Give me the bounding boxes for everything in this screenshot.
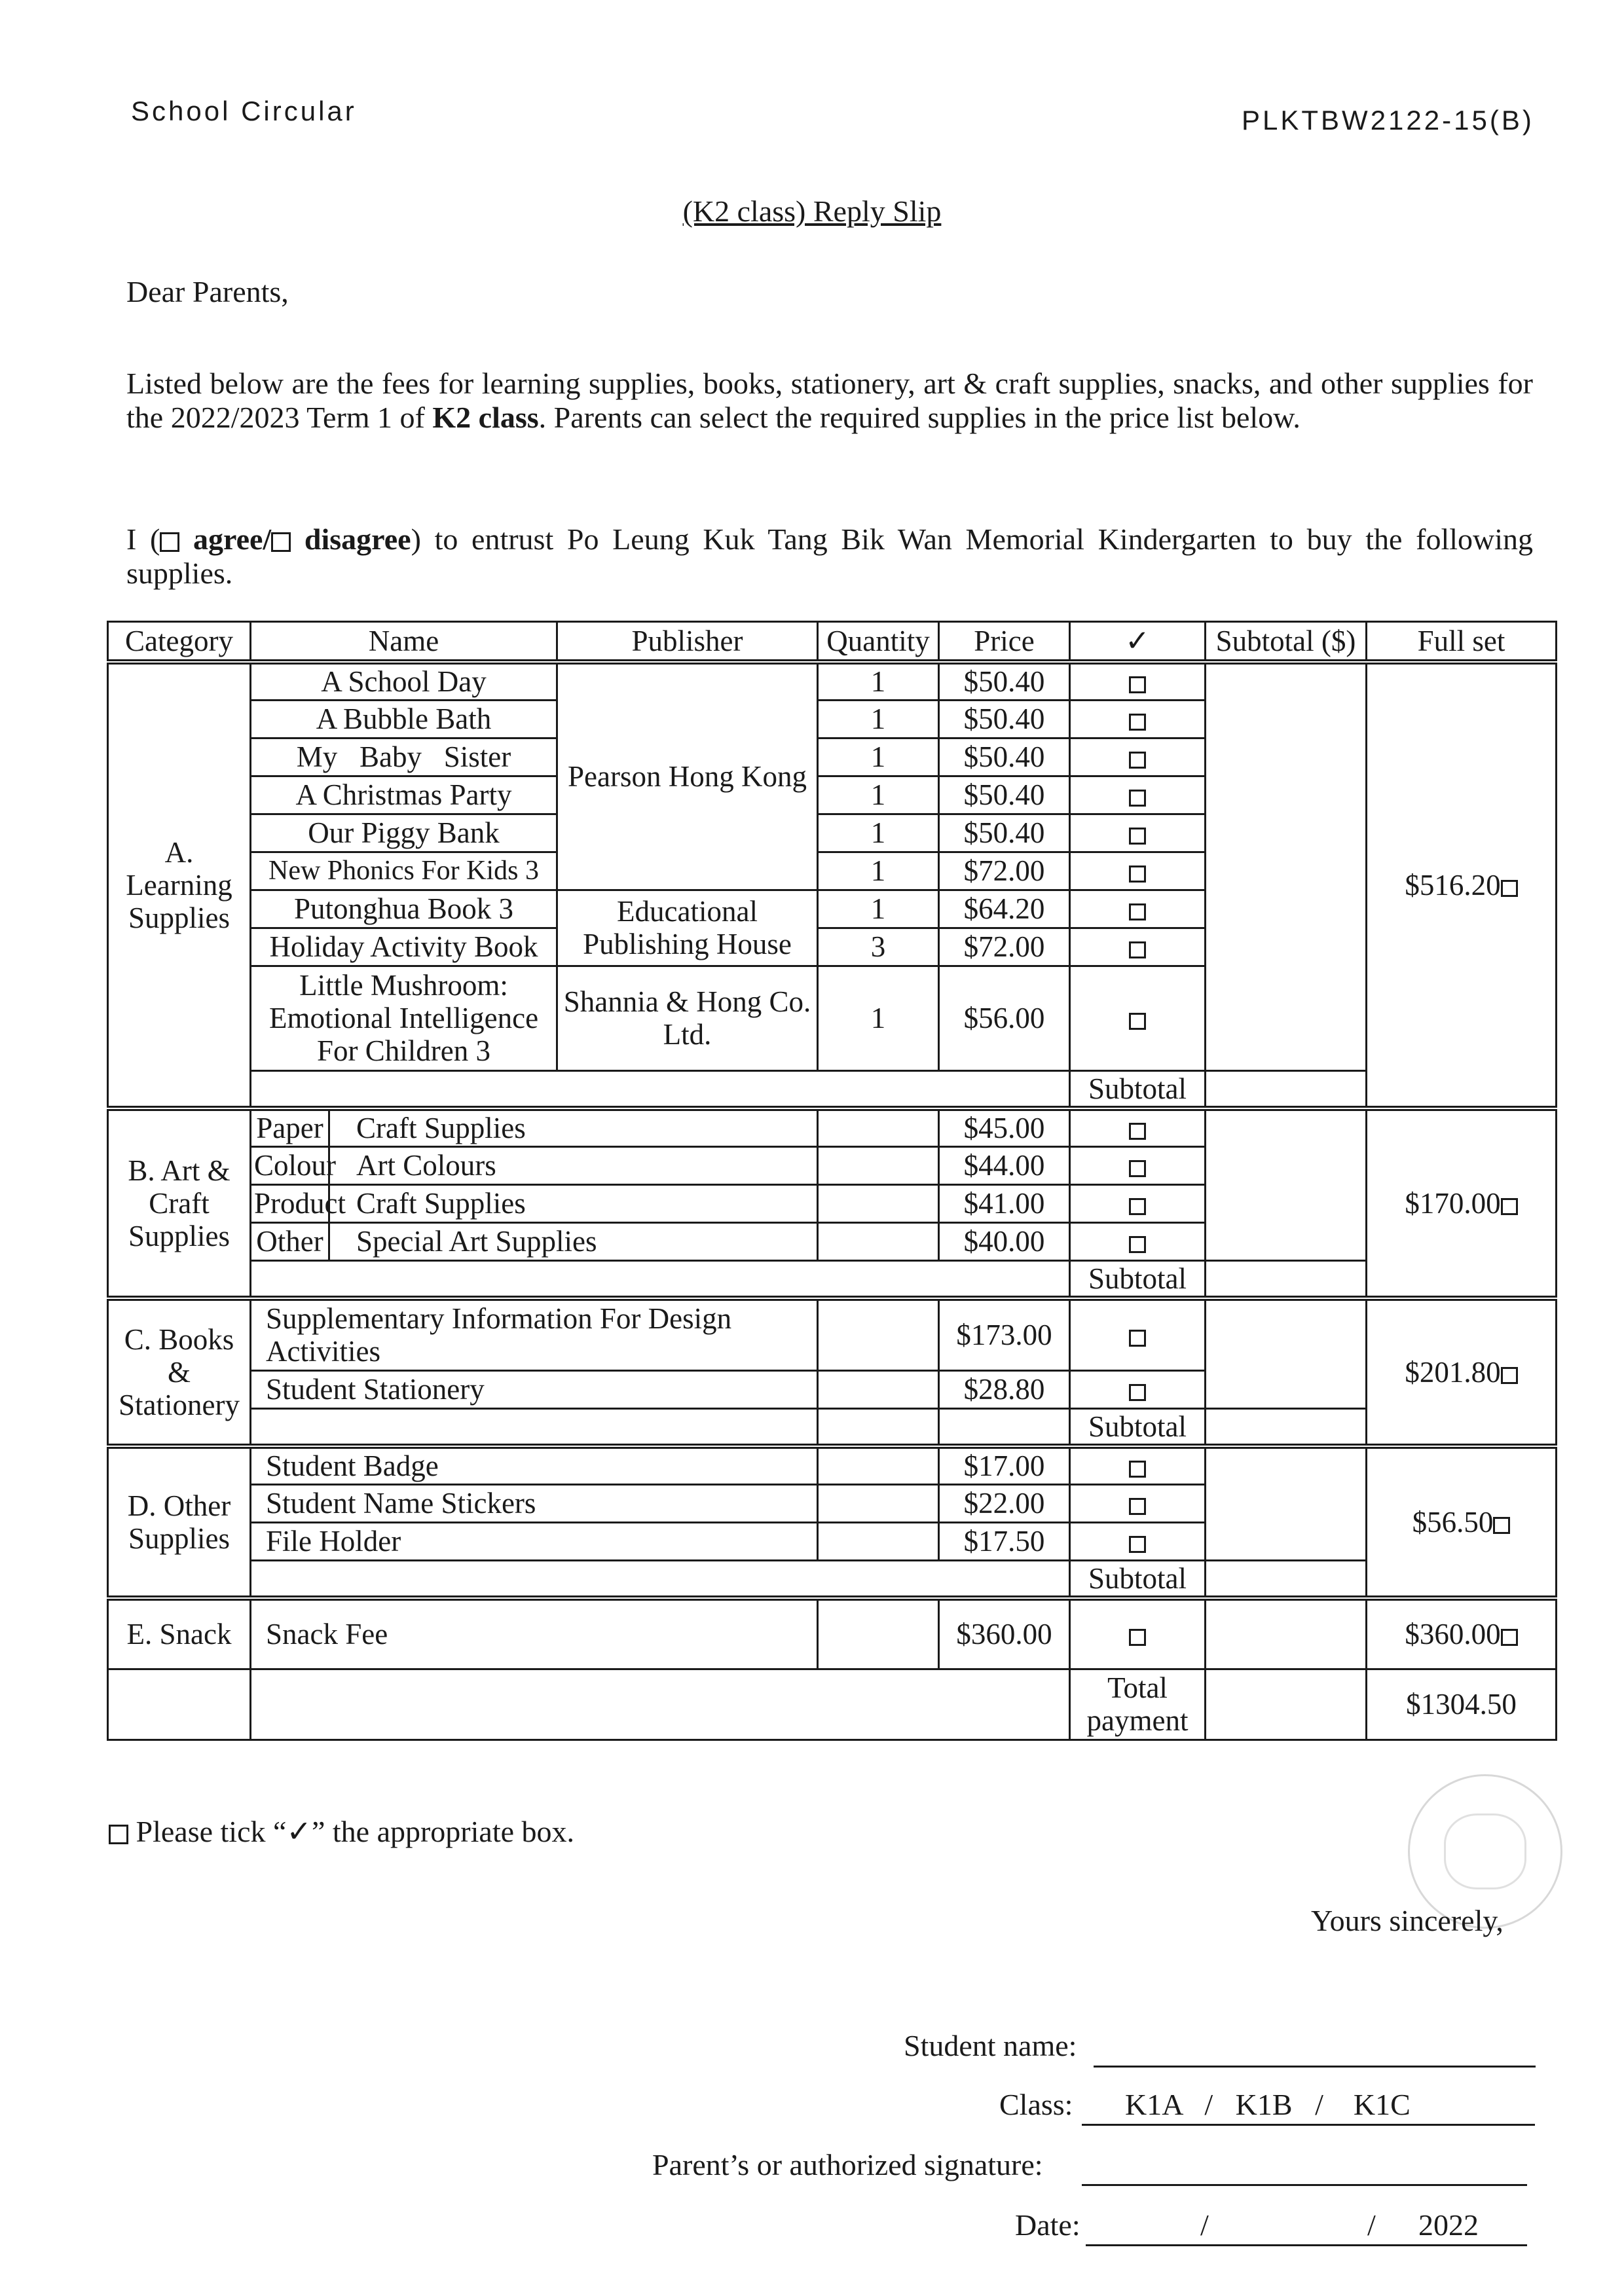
agree-label: agree/: [193, 522, 272, 556]
parent-signature-field[interactable]: [1082, 2184, 1527, 2186]
publisher-pearson: Pearson Hong Kong: [557, 662, 818, 890]
item-tick[interactable]: [1070, 662, 1206, 700]
disagree-checkbox[interactable]: [271, 532, 291, 552]
item-price: $17.50: [939, 1522, 1070, 1560]
subtotal-label: Subtotal: [1070, 1560, 1206, 1598]
item-tick[interactable]: [1070, 1484, 1206, 1522]
subtotal-cell-d[interactable]: [1206, 1446, 1367, 1560]
item-quantity: 1: [818, 776, 939, 814]
item-checkbox[interactable]: [1129, 1160, 1146, 1177]
item-quantity: 1: [818, 662, 939, 700]
item-checkbox[interactable]: [1129, 1629, 1146, 1646]
intro-text-2: . Parents can select the required supplies in the price list below.: [538, 401, 1301, 434]
item-checkbox[interactable]: [1129, 1123, 1146, 1140]
item-price: $56.00: [939, 966, 1070, 1070]
parent-signature-label: Parent’s or authorized signature:: [652, 2148, 1043, 2181]
item-quantity: 1: [818, 966, 939, 1070]
item-tick[interactable]: [1070, 1108, 1206, 1146]
item-checkbox[interactable]: [1129, 1236, 1146, 1253]
item-name: Other: [251, 1222, 329, 1260]
full-set-c-value: $201.80: [1405, 1356, 1501, 1389]
full-set-a-value: $516.20: [1405, 869, 1501, 902]
item-price: $40.00: [939, 1222, 1070, 1260]
header-full-set: Full set: [1367, 622, 1557, 663]
total-value: $1304.50: [1367, 1669, 1557, 1740]
subtotal-value-b[interactable]: [1206, 1260, 1367, 1298]
item-name: Putonghua Book 3: [251, 890, 557, 928]
item-price: $41.00: [939, 1184, 1070, 1222]
item-price: $173.00: [939, 1298, 1070, 1370]
subtotal-label: Subtotal: [1070, 1408, 1206, 1446]
item-checkbox[interactable]: [1129, 1498, 1146, 1515]
item-name: Student Name Stickers: [251, 1484, 818, 1522]
item-checkbox[interactable]: [1129, 1384, 1146, 1401]
subtotal-row: [108, 1560, 1557, 1598]
subtotal-row: [108, 1260, 1557, 1298]
header-publisher: Publisher: [557, 622, 818, 663]
item-name-detail: Special Art Supplies: [329, 1222, 818, 1260]
full-set-c-checkbox[interactable]: [1501, 1367, 1518, 1384]
item-tick[interactable]: [1070, 738, 1206, 776]
item-name: Snack Fee: [251, 1598, 818, 1669]
intro-paragraph: [126, 367, 1533, 435]
item-tick[interactable]: [1070, 700, 1206, 738]
item-checkbox[interactable]: [1129, 1330, 1146, 1347]
subtotal-cell-c[interactable]: [1206, 1298, 1367, 1408]
item-price: $44.00: [939, 1146, 1070, 1184]
note-box-icon: [109, 1825, 128, 1844]
item-tick[interactable]: [1070, 852, 1206, 890]
header-price: Price: [939, 622, 1070, 663]
category-a: A. Learning Supplies: [108, 662, 251, 1108]
item-tick[interactable]: [1070, 1298, 1206, 1370]
item-price: $50.40: [939, 776, 1070, 814]
page-title: (K2 class) Reply Slip: [682, 194, 942, 228]
item-tick[interactable]: [1070, 1184, 1206, 1222]
tick-note: [109, 1815, 574, 1849]
item-quantity: 1: [818, 814, 939, 852]
item-checkbox[interactable]: [1129, 1013, 1146, 1030]
item-quantity: 1: [818, 890, 939, 928]
item-name-detail: Craft Supplies: [329, 1184, 818, 1222]
publisher-educational: Educational Publishing House: [557, 890, 818, 966]
item-name: A School Day: [251, 662, 557, 700]
class-label: Class:: [999, 2088, 1073, 2121]
full-set-e-value: $360.00: [1405, 1618, 1501, 1651]
full-set-e-checkbox[interactable]: [1501, 1629, 1518, 1646]
agree-checkbox[interactable]: [160, 532, 179, 552]
category-b: B. Art & Craft Supplies: [108, 1108, 251, 1298]
item-tick[interactable]: [1070, 928, 1206, 966]
item-tick[interactable]: [1070, 966, 1206, 1070]
item-name: A Bubble Bath: [251, 700, 557, 738]
student-name-field[interactable]: [1094, 2066, 1536, 2068]
subtotal-cell-e[interactable]: [1206, 1598, 1367, 1669]
full-set-a[interactable]: [1367, 662, 1557, 1108]
item-quantity: 3: [818, 928, 939, 966]
item-name: Colour: [251, 1146, 329, 1184]
item-quantity: 1: [818, 852, 939, 890]
header-quantity: Quantity: [818, 622, 939, 663]
date-field[interactable]: [1086, 2244, 1527, 2246]
publisher-shannia: Shannia & Hong Co. Ltd.: [557, 966, 818, 1070]
item-name: My Baby Sister: [251, 738, 557, 776]
header-name: Name: [251, 622, 557, 663]
item-name-detail: Art Colours: [329, 1146, 818, 1184]
total-row: [108, 1669, 1557, 1740]
class-field[interactable]: [1082, 2124, 1535, 2126]
note-text: Please tick “✓” the appropriate box.: [136, 1815, 575, 1848]
item-name: A Christmas Party: [251, 776, 557, 814]
item-tick[interactable]: [1070, 1370, 1206, 1408]
item-price: $64.20: [939, 890, 1070, 928]
item-price: $17.00: [939, 1446, 1070, 1484]
subtotal-label: Subtotal: [1070, 1070, 1206, 1108]
item-checkbox[interactable]: [1129, 676, 1146, 693]
item-price: $50.40: [939, 738, 1070, 776]
fees-table: [107, 621, 1557, 1741]
item-name: New Phonics For Kids 3: [251, 852, 557, 890]
item-checkbox[interactable]: [1129, 752, 1146, 769]
item-tick[interactable]: [1070, 1598, 1206, 1669]
header-tick: ✓: [1070, 622, 1206, 663]
item-tick[interactable]: [1070, 1522, 1206, 1560]
subtotal-value-a[interactable]: [1206, 1070, 1367, 1108]
table-row: [108, 662, 1557, 700]
circular-code: PLKTBW2122-15(B): [1242, 105, 1534, 136]
item-name: Paper: [251, 1108, 329, 1146]
subtotal-label: Subtotal: [1070, 1260, 1206, 1298]
subtotal-row: [108, 1070, 1557, 1108]
student-name-label: Student name:: [904, 2029, 1077, 2062]
item-name: Our Piggy Bank: [251, 814, 557, 852]
item-name: File Holder: [251, 1522, 818, 1560]
subtotal-value-c[interactable]: [1206, 1408, 1367, 1446]
intro-text-1: Listed below are the fees for learning supplies, books, stationery, art & craft supplies, snacks, and other supplies for the 2022/2023 Term 1 of: [126, 367, 1533, 434]
class-options[interactable]: K1A / K1B / K1C: [1125, 2088, 1411, 2121]
category-d: D. Other Supplies: [108, 1446, 251, 1598]
disagree-label: disagree: [304, 522, 411, 556]
consent-prefix: I (: [126, 522, 160, 556]
item-name: Holiday Activity Book: [251, 928, 557, 966]
table-row: [108, 1446, 1557, 1484]
item-checkbox[interactable]: [1129, 1461, 1146, 1478]
table-row: [108, 1108, 1557, 1146]
full-set-b[interactable]: [1367, 1108, 1557, 1298]
date-separator-2: /: [1367, 2208, 1376, 2242]
item-price: $50.40: [939, 700, 1070, 738]
date-label: Date:: [1015, 2208, 1080, 2242]
full-set-b-value: $170.00: [1405, 1187, 1501, 1220]
item-checkbox[interactable]: [1129, 790, 1146, 807]
header-row: [108, 622, 1557, 663]
consent-suffix: ) to entrust Po Leung Kuk Tang Bik Wan Memorial Kindergarten to buy the following supplies.: [126, 522, 1534, 590]
item-price: $72.00: [939, 852, 1070, 890]
item-price: $72.00: [939, 928, 1070, 966]
item-tick[interactable]: [1070, 814, 1206, 852]
item-price: $360.00: [939, 1598, 1070, 1669]
category-e: E. Snack: [108, 1598, 251, 1669]
item-name: Product: [251, 1184, 329, 1222]
item-price: $28.80: [939, 1370, 1070, 1408]
item-quantity: 1: [818, 700, 939, 738]
total-subtotal-cell: [1206, 1669, 1367, 1740]
item-tick[interactable]: [1070, 1146, 1206, 1184]
item-checkbox[interactable]: [1129, 714, 1146, 731]
header-subtotal: Subtotal ($): [1206, 622, 1367, 663]
intro-class-name: K2 class: [432, 401, 539, 434]
subtotal-value-d[interactable]: [1206, 1560, 1367, 1598]
circular-label: School Circular: [131, 96, 357, 126]
salutation: Dear Parents,: [126, 275, 289, 308]
subtotal-cell-a[interactable]: [1206, 662, 1367, 1070]
item-tick[interactable]: [1070, 890, 1206, 928]
subtotal-cell-b[interactable]: [1206, 1108, 1367, 1260]
header-category: Category: [108, 622, 251, 663]
item-tick[interactable]: [1070, 1222, 1206, 1260]
full-set-a-checkbox[interactable]: [1501, 880, 1518, 897]
table-row: [108, 1598, 1557, 1669]
table-row: [108, 1298, 1557, 1370]
consent-paragraph: [126, 522, 1533, 591]
item-price: $45.00: [939, 1108, 1070, 1146]
category-c: C. Books & Stationery: [108, 1298, 251, 1446]
date-year: 2022: [1418, 2208, 1479, 2242]
item-price: $50.40: [939, 814, 1070, 852]
item-name: Student Stationery: [251, 1370, 818, 1408]
total-label: Total payment: [1070, 1669, 1206, 1740]
item-name: Supplementary Information For Design Activities: [251, 1298, 818, 1370]
full-set-d-checkbox[interactable]: [1493, 1517, 1510, 1534]
item-name: Little Mushroom: Emotional Intelligence For Children 3: [251, 966, 557, 1070]
item-checkbox[interactable]: [1129, 866, 1146, 883]
item-checkbox[interactable]: [1129, 828, 1146, 845]
item-checkbox[interactable]: [1129, 1536, 1146, 1553]
item-name: Student Badge: [251, 1446, 818, 1484]
item-name-detail: Craft Supplies: [329, 1108, 818, 1146]
item-checkbox[interactable]: [1129, 941, 1146, 958]
full-set-b-checkbox[interactable]: [1501, 1198, 1518, 1215]
full-set-e[interactable]: [1367, 1598, 1557, 1669]
seal-crest-icon: [1444, 1813, 1526, 1889]
item-price: $22.00: [939, 1484, 1070, 1522]
full-set-d[interactable]: [1367, 1446, 1557, 1598]
item-checkbox[interactable]: [1129, 903, 1146, 920]
full-set-d-value: $56.50: [1412, 1506, 1494, 1539]
date-separator-1: /: [1200, 2208, 1209, 2242]
item-quantity: 1: [818, 738, 939, 776]
closing: Yours sincerely,: [1311, 1904, 1504, 1937]
subtotal-row: [108, 1408, 1557, 1446]
item-price: $50.40: [939, 662, 1070, 700]
item-tick[interactable]: [1070, 776, 1206, 814]
item-tick[interactable]: [1070, 1446, 1206, 1484]
item-checkbox[interactable]: [1129, 1198, 1146, 1215]
full-set-c[interactable]: [1367, 1298, 1557, 1446]
